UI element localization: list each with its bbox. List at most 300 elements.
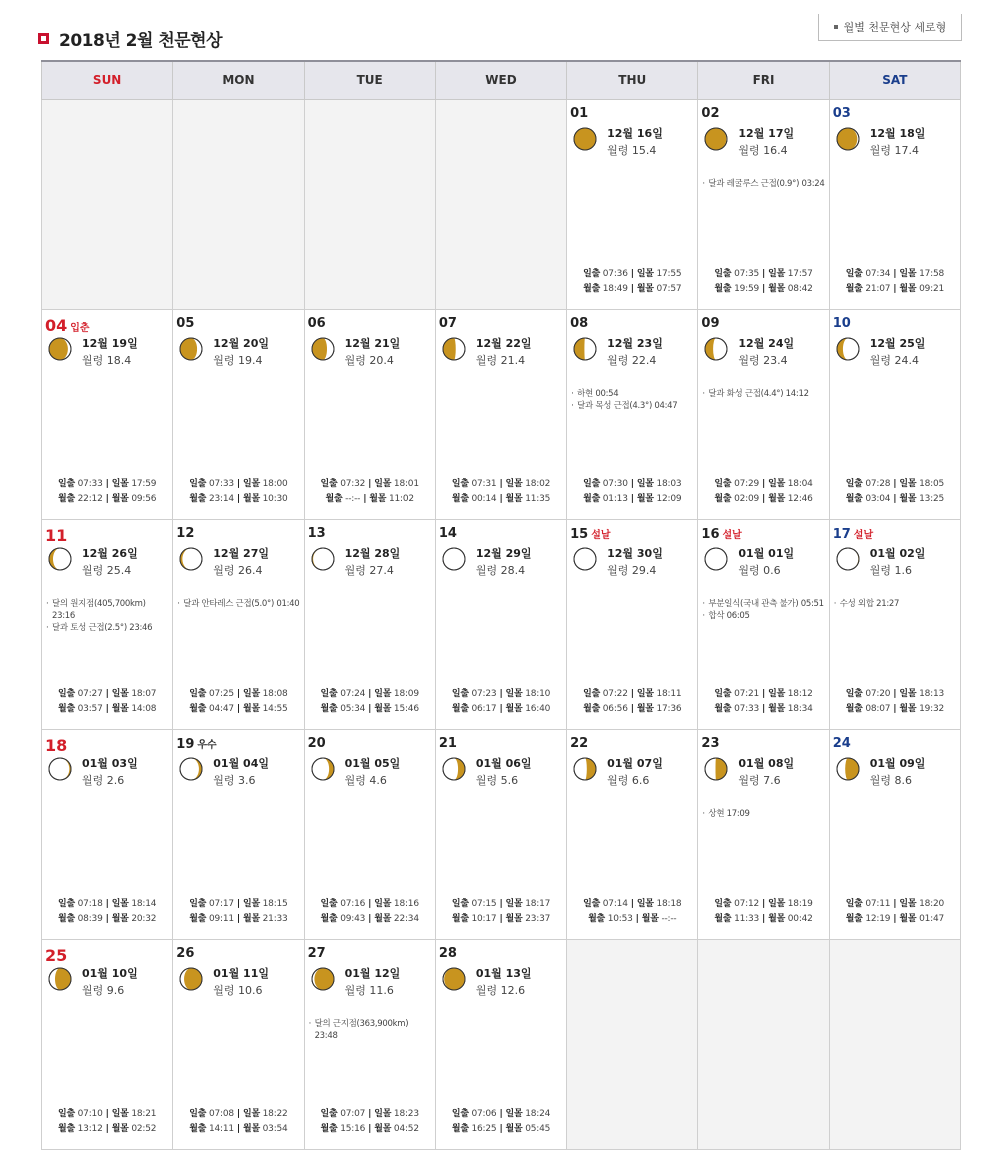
moon-age <box>607 562 656 578</box>
sunrise-time: 07:30 <box>602 478 628 489</box>
day-cell[interactable] <box>435 309 566 519</box>
moonset-label: 월몰 <box>505 493 523 504</box>
moonset-label: 월몰 <box>374 703 392 714</box>
moon-age-value: 28.4 <box>500 563 526 577</box>
sunset-time: 18:19 <box>787 898 813 909</box>
moon-age-value: 27.4 <box>369 563 394 577</box>
sunset-label: 일몰 <box>111 898 129 909</box>
moonrise-time: 03:04 <box>865 493 891 504</box>
moonset-label: 월몰 <box>111 703 129 714</box>
separator: | <box>499 898 503 909</box>
moon-age <box>738 142 787 158</box>
sunrise-label: 일출 <box>451 688 469 699</box>
day-number <box>45 526 67 545</box>
moonset-time: 19:32 <box>919 703 944 714</box>
moonset-time: --:-- <box>661 913 677 924</box>
solar-term-label: 입춘 <box>70 322 90 334</box>
day-cell[interactable] <box>304 939 435 1149</box>
moon-age-value: 5.6 <box>500 773 519 787</box>
separator: | <box>236 913 240 924</box>
sunset-label: 일몰 <box>768 898 786 909</box>
moon-age <box>213 562 262 578</box>
moon-phase-icon <box>442 757 466 781</box>
day-cell[interactable] <box>304 519 435 729</box>
sun-times <box>698 687 828 702</box>
moon-age-label: 월령 <box>738 353 760 367</box>
moon-age <box>82 352 131 368</box>
moon-age-label: 월령 <box>344 773 366 787</box>
lunar-date: 01월 05일 <box>344 756 401 770</box>
day-cell[interactable] <box>435 939 566 1149</box>
sunset-label: 일몰 <box>374 688 392 699</box>
moonrise-label: 월출 <box>845 493 863 504</box>
day-number-text: 13 <box>307 525 326 541</box>
sunrise-time: 07:17 <box>208 898 234 909</box>
rise-set-times <box>173 897 303 927</box>
separator: | <box>236 898 240 909</box>
moon-times <box>305 702 435 717</box>
sunrise-label: 일출 <box>714 688 732 699</box>
sunrise-time: 07:10 <box>77 1108 103 1119</box>
rise-set-times <box>42 687 172 717</box>
sunrise-label: 일출 <box>189 898 207 909</box>
sunset-time: 17:59 <box>131 478 157 489</box>
day-cell[interactable] <box>42 309 173 519</box>
event-item: · 달과 토성 근접(2.5°) 23:46 <box>46 622 170 634</box>
separator: | <box>105 703 109 714</box>
moonset-label: 월몰 <box>242 1123 260 1134</box>
sunrise-time: 07:06 <box>471 1108 497 1119</box>
sun-times <box>436 897 566 912</box>
day-number-text: 12 <box>176 525 195 541</box>
title-wrap <box>38 26 222 51</box>
event-item: · 수성 외합 21:27 <box>834 598 958 610</box>
moonset-label: 월몰 <box>242 913 260 924</box>
moonrise-time: 03:57 <box>77 703 103 714</box>
sunrise-time: 07:33 <box>77 478 103 489</box>
day-number-text: 24 <box>832 735 851 751</box>
moonrise-label: 월출 <box>451 1123 469 1134</box>
moonset-time: 08:42 <box>787 283 813 294</box>
sun-times <box>698 267 828 282</box>
moon-age <box>476 982 525 998</box>
separator: | <box>368 703 372 714</box>
day-number-text: 15 <box>570 526 589 542</box>
sunrise-label: 일출 <box>583 478 601 489</box>
day-cell[interactable] <box>567 519 698 729</box>
lunar-date: 12월 24일 <box>738 336 795 350</box>
sunset-label: 일몰 <box>768 478 786 489</box>
moonrise-time: 15:16 <box>340 1123 366 1134</box>
moon-age-value: 8.6 <box>894 773 912 787</box>
sunset-label: 일몰 <box>768 268 786 279</box>
moonrise-time: --:-- <box>345 493 361 504</box>
moonrise-label: 월출 <box>714 283 732 294</box>
day-number <box>701 526 741 542</box>
moon-age-label: 월령 <box>738 143 760 157</box>
vertical-view-button[interactable] <box>818 14 962 41</box>
moon-age-label: 월령 <box>475 353 498 367</box>
day-number-text: 08 <box>570 315 589 331</box>
rise-set-times <box>436 477 566 507</box>
day-number-text: 21 <box>438 735 457 751</box>
moonrise-time: 22:12 <box>77 493 103 504</box>
separator: | <box>236 1123 240 1134</box>
lunar-date: 01월 06일 <box>475 756 532 770</box>
event-list <box>702 598 826 622</box>
moon-age-label: 월령 <box>869 353 891 367</box>
sunrise-time: 07:21 <box>734 688 759 699</box>
moonrise-label: 월출 <box>189 1123 207 1134</box>
day-number <box>833 316 851 331</box>
moon-age-value: 2.6 <box>106 773 125 787</box>
day-cell[interactable] <box>173 729 304 939</box>
event-list <box>702 808 826 820</box>
rise-set-times <box>436 1107 566 1137</box>
moon-age <box>213 982 262 998</box>
separator: | <box>630 283 634 294</box>
sun-times <box>830 897 960 912</box>
day-number-text: 22 <box>570 735 589 751</box>
lunar-date: 01월 11일 <box>213 966 269 980</box>
moonset-label: 월몰 <box>505 1123 523 1134</box>
sunset-label: 일몰 <box>899 478 917 489</box>
moon-age-label: 월령 <box>82 353 104 367</box>
lunar-date: 01월 02일 <box>869 546 926 560</box>
sunset-time: 18:04 <box>787 478 813 489</box>
day-cell[interactable] <box>829 309 960 519</box>
sunrise-time: 07:34 <box>865 268 891 279</box>
sunrise-label: 일출 <box>320 478 338 489</box>
day-cell[interactable] <box>173 309 304 519</box>
weekday-wed: WED <box>435 61 566 99</box>
moonrise-label: 월출 <box>57 703 75 714</box>
moon-age-value: 7.6 <box>763 773 781 787</box>
lunar-date: 01월 08일 <box>738 756 795 770</box>
moon-phase-icon <box>573 127 597 151</box>
moonrise-label: 월출 <box>57 913 75 924</box>
calendar-week-row <box>42 729 961 939</box>
day-cell[interactable] <box>173 939 304 1149</box>
moonrise-time: 00:14 <box>471 493 497 504</box>
moon-age-value: 16.4 <box>763 143 788 157</box>
sunrise-time: 07:23 <box>471 688 497 699</box>
moon-phase-icon <box>179 337 203 361</box>
moon-age-value: 23.4 <box>763 353 788 367</box>
sunset-time: 18:01 <box>393 478 419 489</box>
separator: | <box>499 1108 503 1119</box>
moon-age-label: 월령 <box>607 353 629 367</box>
day-number <box>176 526 194 541</box>
sunset-label: 일몰 <box>505 478 523 489</box>
separator: | <box>762 478 766 489</box>
moonset-label: 월몰 <box>899 703 917 714</box>
separator: | <box>630 898 634 909</box>
sunset-time: 18:00 <box>262 478 288 489</box>
rise-set-times <box>698 477 828 507</box>
moon-age-label: 월령 <box>869 143 891 157</box>
sunset-label: 일몰 <box>505 1108 523 1119</box>
moonrise-label: 월출 <box>189 493 207 504</box>
day-number-text: 01 <box>570 105 589 121</box>
moonset-time: 03:54 <box>262 1123 288 1134</box>
rise-set-times <box>567 267 697 297</box>
moon-times <box>42 492 172 507</box>
day-number <box>308 526 326 541</box>
moonrise-time: 04:47 <box>208 703 234 714</box>
moon-age-label: 월령 <box>344 563 366 577</box>
day-cell[interactable] <box>829 519 960 729</box>
separator: | <box>499 493 503 504</box>
sunset-label: 일몰 <box>899 268 917 279</box>
day-cell[interactable] <box>698 309 829 519</box>
lunar-date: 12월 18일 <box>869 126 926 140</box>
day-cell[interactable] <box>567 729 698 939</box>
sunset-label: 일몰 <box>111 1108 129 1119</box>
sunrise-label: 일출 <box>320 1108 338 1119</box>
day-number <box>439 946 457 961</box>
separator: | <box>630 478 634 489</box>
moon-phase-icon <box>48 337 72 361</box>
separator: | <box>630 268 634 279</box>
moonset-time: 18:34 <box>787 703 813 714</box>
moon-age <box>738 772 780 788</box>
title-square-icon <box>38 33 49 44</box>
moon-age <box>345 352 394 368</box>
day-number-text: 10 <box>832 315 851 331</box>
sun-times <box>42 1107 172 1122</box>
moon-phase-icon <box>311 337 335 361</box>
rise-set-times <box>42 897 172 927</box>
day-cell[interactable] <box>42 729 173 939</box>
moon-times <box>830 702 960 717</box>
rise-set-times <box>567 687 697 717</box>
sun-times <box>436 477 566 492</box>
day-cell[interactable] <box>42 519 173 729</box>
moonrise-time: 09:43 <box>340 913 366 924</box>
day-cell[interactable] <box>304 309 435 519</box>
empty-day-cell <box>304 99 435 309</box>
moon-age-value: 4.6 <box>369 773 387 787</box>
moon-phase-icon <box>179 757 203 781</box>
moonset-time: 00:42 <box>787 913 813 924</box>
moon-times <box>173 492 303 507</box>
moonrise-time: 06:56 <box>602 703 628 714</box>
separator: | <box>893 268 897 279</box>
moonrise-time: 06:17 <box>471 703 497 714</box>
day-cell[interactable] <box>435 519 566 729</box>
moon-age <box>476 772 518 788</box>
separator: | <box>368 898 372 909</box>
moon-phase-icon <box>704 337 728 361</box>
rise-set-times <box>698 687 828 717</box>
day-cell[interactable] <box>435 729 566 939</box>
lunar-date: 01월 04일 <box>213 756 269 770</box>
calendar-week-row <box>42 519 961 729</box>
event-list <box>571 388 695 412</box>
moon-age-label: 월령 <box>738 773 760 787</box>
rise-set-times <box>436 897 566 927</box>
calendar-week-row <box>42 309 961 519</box>
day-number <box>439 526 457 541</box>
solar-term-label: 설날 <box>591 529 611 541</box>
moon-age-value: 11.6 <box>369 983 394 997</box>
sunset-time: 18:12 <box>787 688 813 699</box>
day-cell[interactable] <box>829 729 960 939</box>
sunset-label: 일몰 <box>636 478 654 489</box>
sunrise-label: 일출 <box>189 688 207 699</box>
moon-phase-icon <box>442 547 466 571</box>
moonrise-label: 월출 <box>189 703 207 714</box>
moon-age-label: 월령 <box>213 563 235 577</box>
moon-phase-icon <box>836 127 860 151</box>
page-title: 2018년 2월 천문현상 <box>59 31 223 51</box>
day-cell[interactable] <box>567 309 698 519</box>
day-number-text: 19 <box>176 736 195 752</box>
day-cell[interactable] <box>304 729 435 939</box>
sunrise-label: 일출 <box>845 898 863 909</box>
moon-times <box>173 912 303 927</box>
moon-age <box>345 772 387 788</box>
calendar-body <box>42 99 961 1149</box>
day-number <box>570 316 588 331</box>
event-list <box>309 1018 433 1042</box>
day-cell[interactable] <box>829 99 960 309</box>
day-number-text: 05 <box>176 315 195 331</box>
separator: | <box>499 688 503 699</box>
sunrise-time: 07:18 <box>77 898 103 909</box>
moon-age-value: 17.4 <box>894 143 919 157</box>
day-number-text: 11 <box>45 525 68 545</box>
moonrise-label: 월출 <box>588 913 606 924</box>
moonrise-label: 월출 <box>320 1123 338 1134</box>
sunset-time: 18:10 <box>525 688 551 699</box>
moon-age <box>607 142 656 158</box>
moon-age <box>82 562 131 578</box>
moon-times <box>830 282 960 297</box>
separator: | <box>893 493 897 504</box>
moon-age-label: 월령 <box>475 563 498 577</box>
moonset-label: 월몰 <box>369 493 387 504</box>
moonrise-time: 23:14 <box>208 493 234 504</box>
lunar-date: 01월 09일 <box>869 756 926 770</box>
sunset-time: 18:20 <box>919 898 944 909</box>
sunset-label: 일몰 <box>636 898 654 909</box>
day-number <box>176 736 216 752</box>
sunrise-label: 일출 <box>714 268 732 279</box>
day-number-text: 28 <box>438 945 457 961</box>
sun-times <box>830 477 960 492</box>
sunset-time: 17:57 <box>787 268 813 279</box>
moon-age-value: 6.6 <box>631 773 650 787</box>
event-list <box>702 178 826 190</box>
day-cell[interactable] <box>698 729 829 939</box>
moon-times <box>698 912 828 927</box>
event-item: · 하현 00:54 <box>571 388 695 400</box>
moon-phase-icon <box>704 127 728 151</box>
lunar-date: 12월 28일 <box>344 546 401 560</box>
sunset-time: 18:08 <box>262 688 288 699</box>
moon-times <box>305 912 435 927</box>
sunrise-time: 07:36 <box>602 268 628 279</box>
day-cell[interactable] <box>698 99 829 309</box>
moon-times <box>698 702 828 717</box>
moon-phase-icon <box>704 757 728 781</box>
day-number <box>570 106 588 121</box>
moon-age <box>738 562 780 578</box>
sunset-label: 일몰 <box>899 898 917 909</box>
moon-times <box>436 492 566 507</box>
sunset-time: 18:05 <box>919 478 944 489</box>
moon-age <box>82 982 124 998</box>
moonset-label: 월몰 <box>636 493 654 504</box>
moon-phase-icon <box>442 967 466 991</box>
sun-times <box>305 687 435 702</box>
sun-times <box>567 687 697 702</box>
lunar-date: 01월 10일 <box>82 966 138 980</box>
sunset-label: 일몰 <box>636 268 654 279</box>
sunrise-label: 일출 <box>57 478 75 489</box>
moon-age-value: 3.6 <box>238 773 256 787</box>
moon-age-value: 19.4 <box>238 353 263 367</box>
day-cell[interactable] <box>567 99 698 309</box>
day-number-text: 06 <box>307 315 326 331</box>
moon-age-label: 월령 <box>82 983 104 997</box>
event-list <box>834 598 958 610</box>
sunset-label: 일몰 <box>242 898 260 909</box>
sunrise-label: 일출 <box>583 688 601 699</box>
moonrise-time: 10:17 <box>471 913 497 924</box>
moonrise-label: 월출 <box>320 913 338 924</box>
day-number-text: 07 <box>438 315 457 331</box>
sunrise-time: 07:08 <box>208 1108 234 1119</box>
moon-phase-icon <box>573 547 597 571</box>
moon-times <box>436 912 566 927</box>
moon-age-label: 월령 <box>869 563 891 577</box>
rise-set-times <box>436 687 566 717</box>
lunar-date: 01월 07일 <box>607 756 663 770</box>
rise-set-times <box>830 267 960 297</box>
separator: | <box>236 478 240 489</box>
lunar-date: 12월 26일 <box>82 546 138 560</box>
separator: | <box>105 898 109 909</box>
moonset-time: 09:21 <box>919 283 944 294</box>
sunrise-label: 일출 <box>451 1108 469 1119</box>
moon-phase-icon <box>573 337 597 361</box>
day-cell[interactable] <box>173 519 304 729</box>
moon-age-value: 1.6 <box>894 563 912 577</box>
day-number-text: 09 <box>701 315 720 331</box>
moon-age-label: 월령 <box>213 773 235 787</box>
day-number <box>701 316 719 331</box>
day-cell[interactable] <box>698 519 829 729</box>
event-list <box>702 388 826 400</box>
solar-term-label: 설날 <box>853 529 874 541</box>
sunrise-time: 07:15 <box>471 898 497 909</box>
sunset-time: 17:55 <box>656 268 682 279</box>
separator: | <box>630 688 634 699</box>
day-cell[interactable] <box>42 939 173 1149</box>
sunrise-label: 일출 <box>583 268 601 279</box>
lunar-date: 12월 19일 <box>82 336 138 350</box>
bullet-icon <box>834 25 838 29</box>
moon-age <box>870 562 912 578</box>
moonrise-time: 18:49 <box>602 283 628 294</box>
sun-times <box>305 1107 435 1122</box>
moon-phase-icon <box>311 967 335 991</box>
weekday-fri: FRI <box>698 61 829 99</box>
sunset-label: 일몰 <box>374 898 392 909</box>
